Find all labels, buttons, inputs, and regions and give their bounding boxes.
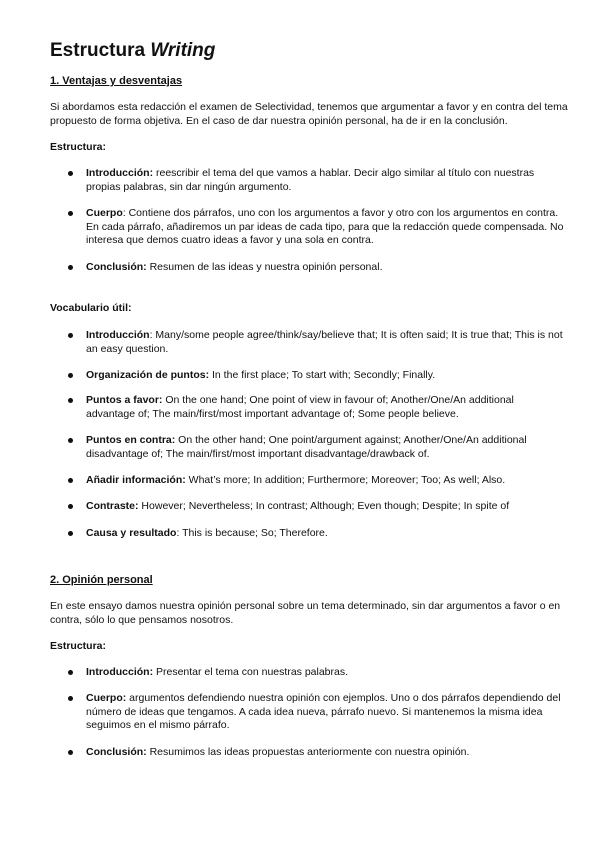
list-item-term: Causa y resultado <box>86 527 177 539</box>
list-item-text: However; Nevertheless; In contrast; Although; Even though; Despite; In spite of <box>138 500 510 512</box>
list-item-term: Cuerpo: <box>86 692 127 704</box>
list-item <box>86 692 564 733</box>
section-2-heading: 2. Opinión personal <box>50 574 153 586</box>
list-item-text: Resumen de las ideas y nuestra opinión personal. <box>146 261 383 273</box>
list-item-term: Contraste: <box>86 500 139 512</box>
list-item-term: Puntos en contra: <box>86 434 176 446</box>
list-item-text: On the one hand; One point of view in favour of; Another/One/An additional advantage of; The main/first/most important advantage of; Some people believe. <box>86 394 514 420</box>
list-item <box>86 474 564 488</box>
list-item-term: Introducción: <box>86 666 154 678</box>
list-item <box>86 527 564 541</box>
list-item-text: : Contiene dos párrafos, uno con los argumentos a favor y otro con los argumentos en contra. En cada párrafo, añadiremos un par ideas de cada tipo, para que la redacción quede compensada. No interesa que demos cuatro ideas a favor y una sola en contra. <box>86 207 564 246</box>
section-2-intro: En este ensayo damos nuestra opinión personal sobre un tema determinado, sin dar argumentos a favor o en contra, sólo lo que pensamos nosotros. <box>50 600 561 626</box>
list-item <box>86 500 564 514</box>
list-item-term: Conclusión: <box>86 261 147 273</box>
list-item-term: Puntos a favor: <box>86 394 163 406</box>
list-item <box>86 746 564 760</box>
list-item-text: In the first place; To start with; Secondly; Finally. <box>209 369 436 381</box>
list-item-text: On the other hand; One point/argument against; Another/One/An additional disadvantage of; The main/first/most important disadvantage/drawback of. <box>86 434 527 460</box>
section-1-structure-label: Estructura: <box>50 141 107 153</box>
list-item <box>86 394 564 421</box>
list-item-term: Añadir información: <box>86 474 186 486</box>
list-item-term: Introducción <box>86 329 150 341</box>
title-main: Estructura <box>50 40 146 61</box>
list-item-term: Introducción: <box>86 167 154 179</box>
title-italic: Writing <box>150 40 216 61</box>
list-item-text: Resumimos las ideas propuestas anteriormente con nuestra opinión. <box>146 746 470 758</box>
list-item <box>86 666 564 680</box>
list-item-text: reescribir el tema del que vamos a hablar. Decir algo similar al título con nuestras propias palabras, sin dar ningún argumento. <box>86 167 535 193</box>
vocab-label: Vocabulario útil: <box>50 302 132 314</box>
list-item-text: : This is because; So; Therefore. <box>176 527 328 539</box>
list-item-term: Conclusión: <box>86 746 147 758</box>
list-item-text: What’s more; In addition; Furthermore; Moreover; Too; As well; Also. <box>185 474 506 486</box>
list-item-term: Organización de puntos: <box>86 369 210 381</box>
list-item <box>86 369 564 383</box>
list-item-text: argumentos defendiendo nuestra opinión con ejemplos. Uno o dos párrafos dependiendo del número de ideas que tengamos. A cada idea nueva, párrafo nuevo. Si mantenemos la misma idea seguimos en el mismo párrafo. <box>86 692 561 731</box>
list-item-term: Cuerpo <box>86 207 123 219</box>
section-1-intro: Si abordamos esta redacción el examen de Selectividad, tenemos que argumentar a favor y en contra del tema propuesto de forma objetiva. En el caso de dar nuestra opinión personal, ha de ir en la conclusión. <box>50 101 568 127</box>
list-item-text: : Many/some people agree/think/say/believe that; It is often said; It is true that; This is not an easy question. <box>86 329 563 355</box>
list-item <box>86 329 564 356</box>
list-item-text: Presentar el tema con nuestras palabras. <box>153 666 349 678</box>
list-item <box>86 434 564 461</box>
section-1-heading: 1. Ventajas y desventajas <box>50 75 183 87</box>
list-item <box>86 261 564 275</box>
list-item <box>86 167 564 194</box>
list-item <box>86 207 564 248</box>
document-title <box>50 39 215 63</box>
section-2-structure-label: Estructura: <box>50 640 107 652</box>
